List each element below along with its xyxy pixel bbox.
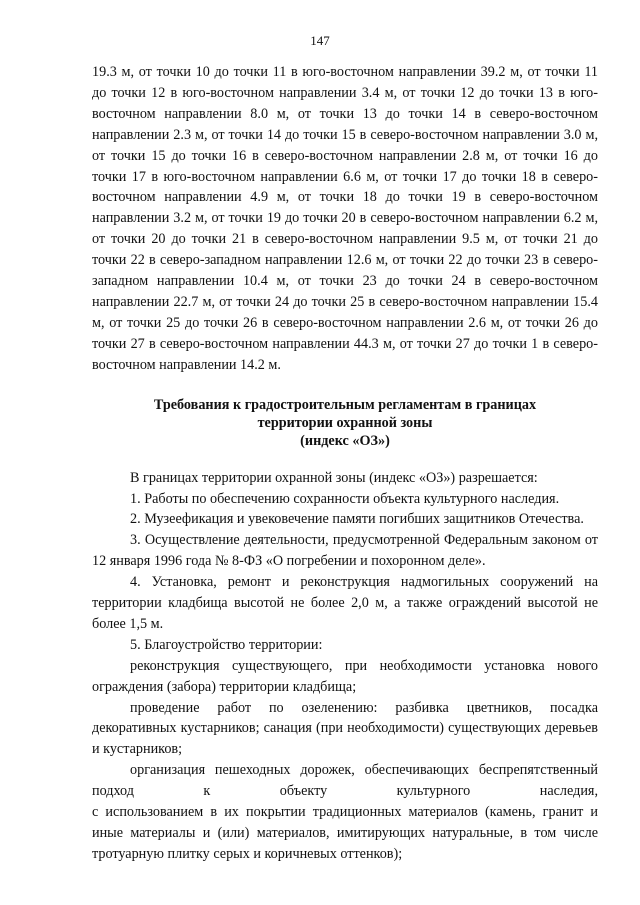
list-item-2: 2. Музеефикация и увековечение памяти погибших защитников Отечества. bbox=[130, 511, 584, 528]
list-item-4: 4. Установка, ремонт и реконструкция надмогильных сооружений на территории кладбища высотой не более 2,0 м, а также ограждений высотой не более 1,5 м. bbox=[92, 574, 598, 632]
boundary-description-paragraph: 19.3 м, от точки 10 до точки 11 в юго-восточном направлении 39.2 м, от точки 11 до точки 12 в юго-восточном направлении 3.4 м, от точки 12 до точки 13 в юго-восточном направлении 8.0 м, от точки 13 до точки 14 в северо-восточном направлении 2.3 м, от точки 14 до точки 15 в северо-восточном направлении 3.0 м, от точки 15 до точки 16 в северо-восточном направлении 2.8 м, от точки 16 до точки 17 в юго-восточном направлении 6.6 м, от точки 17 до точки 18 в северо-восточном направлении 4.9 м, от точки 18 до точки 19 в северо-восточном направлении 3.2 м, от точки 19 до точки 20 в северо-восточном направлении 6.2 м, от точки 20 до точки 21 в северо-восточном направлении 9.5 м, от точки 21 до точки 22 в северо-западном направлении 12.6 м, от точки 22 до точки 23 в северо-западном направлении 10.4 м, от точки 23 до точки 24 в северо-восточном направлении 22.7 м, от точки 24 до точки 25 в северо-восточном направлении 15.4 м, от точки 25 до точки 26 в северо-восточном направлении 2.6 м, от точки 26 до точки 27 в северо-восточном направлении 44.3 м, от точки 27 до точки 1 в северо-восточном направлении 14.2 м. bbox=[92, 64, 598, 373]
list-item-5-landscaping: проведение работ по озеленению: разбивка цветников, посадка декоративных кустарников; санация (при необходимости) существующих деревьев и кустарников; bbox=[92, 699, 598, 758]
page-number: 147 bbox=[310, 33, 330, 48]
section-heading-line-2: территории охранной зоны bbox=[257, 414, 433, 431]
section-heading bbox=[92, 396, 598, 450]
list-item-5-paths-continuation: с использованием в их покрытии традиционных материалов (камень, гранит и иные материалы и (или) материалов, имитирующих натуральные, в том числе тротуарную плитку серых и коричневых оттенков); bbox=[92, 804, 598, 862]
document-body bbox=[92, 62, 598, 865]
list-item-5: 5. Благоустройство территории: bbox=[130, 636, 323, 653]
section-heading-line-3: (индекс «ОЗ») bbox=[300, 432, 390, 449]
list-item-5-paths-start: организация пешеходных дорожек, обеспечивающих беспрепятственный подход к объекту культурного наследия, bbox=[92, 762, 598, 800]
list-item-3: 3. Осуществление деятельности, предусмотренной Федеральным законом от 12 января 1996 года № 8-ФЗ «О погребении и похоронном деле». bbox=[92, 532, 598, 570]
list-item-5-reconstruction: реконструкция существующего, при необходимости установка нового ограждения (забора) территории кладбища; bbox=[92, 657, 598, 695]
allowed-intro-paragraph: В границах территории охранной зоны (индекс «ОЗ») разрешается: bbox=[130, 469, 538, 486]
section-heading-line-1: Требования к градостроительным регламентам в границах bbox=[153, 396, 537, 413]
list-item-1: 1. Работы по обеспечению сохранности объекта культурного наследия. bbox=[130, 490, 560, 507]
